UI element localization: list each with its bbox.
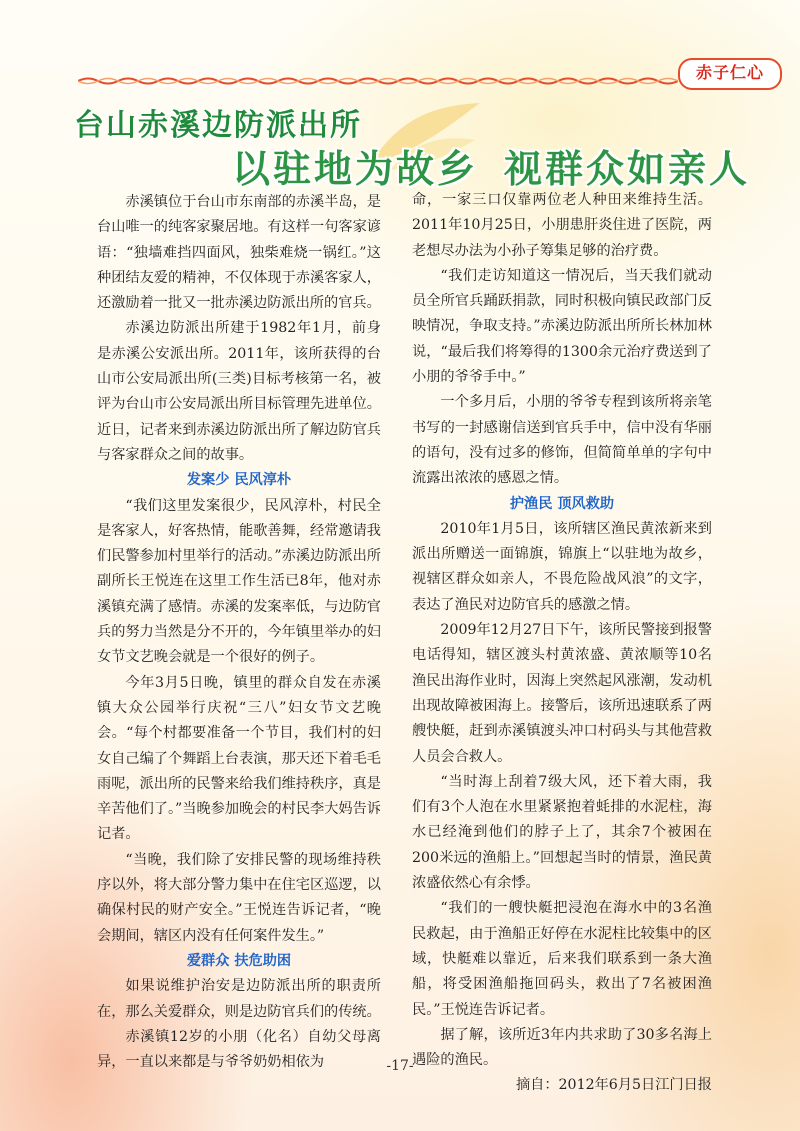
- paragraph: “我们走访知道这一情况后，当天我们就动员全所官兵踊跃捐款，同时积极向镇民政部门反映情况，争取支持。”赤溪边防派出所所长林加林说，“最后我们将筹得的1300余元治疗费送到了小朋的爷爷手中。”: [412, 267, 712, 386]
- section-heading: 发案少 民风淳朴: [186, 472, 292, 489]
- paragraph: “当晚，我们除了安排民警的现场维持秩序以外，将大部分警力集中在住宅区巡逻，以确保村民的财产安全。”王悦连告诉记者，“晚会期间，辖区内没有任何案件发生。”: [97, 851, 381, 944]
- paragraph: 2010年1月5日，该所辖区渔民黄浓新来到派出所赠送一面锦旗，锦旗上“以驻地为故乡，视辖区群众如亲人，不畏危险战风浪”的文字，表达了渔民对边防官兵的感激之情。: [412, 520, 712, 613]
- paragraph: “我们这里发案很少，民风淳朴，村民全是客家人，好客热情，能歌善舞，经常邀请我们民警参加村里举行的活动。”赤溪边防派出所副所长王悦连在这里工作生活已8年，他对赤溪镇充满了感情。赤溪的发案率低，与边防官兵的努力当然是分不开的，今年镇里举办的妇女节文艺晚会就是一个很好的例子。: [97, 497, 381, 666]
- paragraph: “我们的一艘快艇把浸泡在海水中的3名渔民救起，由于渔船正好停在水泥柱比较集中的区域，快艇难以靠近，后来我们联系到一条大渔船，将受困渔船拖回码头，救出了7名被困渔民。”王悦连告诉记者。: [412, 900, 712, 1018]
- left-column: [97, 190, 381, 1075]
- paragraph: 2009年12月27日下午，该所民警接到报警电话得知，辖区渡头村黄浓盛、黄浓顺等10名渔民出海作业时，因海上突然起风涨潮，发动机出现故障被困海上。接警后，该所迅速联系了两艘快艇，赶到赤溪镇渡头冲口村码头与其他营救人员会合救人。: [412, 622, 712, 765]
- decorative-ribbon: [78, 76, 678, 86]
- paragraph: 赤溪边防派出所建于1982年1月，前身是赤溪公安派出所。2011年，该所获得的台山市公安局派出所(三类)目标考核第一名，被评为台山市公安局派出所目标管理先进单位。近日，记者来到赤溪边防派出所了解边防官兵与客家群众之间的故事。: [97, 320, 381, 463]
- paragraph: 一个多月后，小朋的爷爷专程到该所将亲笔书写的一封感谢信送到官兵手中，信中没有华丽的语句，没有过多的修饰，但简简单单的字句中流露出浓浓的感恩之情。: [412, 394, 712, 487]
- paragraph: 命，一家三口仅靠两位老人种田来维持生活。2011年10月25日，小朋患肝炎住进了医院，两老想尽办法为小孙子筹集足够的治疗费。: [412, 192, 712, 259]
- paragraph: 据了解，该所近3年内共求助了30多名海上遇险的渔民。: [412, 1026, 712, 1069]
- paragraph: 如果说维护治安是边防派出所的职责所在，那么关爱群众，则是边防官兵们的传统。: [97, 978, 381, 1020]
- article-title-line1: 台山赤溪边防派出所: [74, 108, 362, 143]
- paragraph: “当时海上刮着7级大风，还下着大雨，我们有3个人泡在水里紧紧抱着蚝排的水泥柱，海水已经淹到他们的脖子上了，其余7个被困在200米远的渔船上。”回想起当时的情景，渔民黄浓盛依然心有余悸。: [412, 773, 712, 892]
- paragraph: 赤溪镇位于台山市东南部的赤溪半岛，是台山唯一的纯客家聚居地。有这样一句客家谚语：“独墙难挡四面风，独柴难烧一锅红。”这种团结友爱的精神，不仅体现于赤溪客家人，还激励着一批又一批赤溪边防派出所的官兵。: [97, 194, 381, 312]
- title-phrase-2: 视群众如亲人: [504, 147, 751, 191]
- source-citation: 摘自：2012年6月5日江门日报: [515, 1077, 712, 1094]
- paragraph: 今年3月5日晚，镇里的群众自发在赤溪镇大众公园举行庆祝“三八”妇女节文艺晚会。“每个村都要准备一个节目，我们村的妇女自己编了个舞蹈上台表演，那天还下着毛毛雨呢，派出所的民警来给我们维持秩序，真是辛苦他们了。”当晚参加晚会的村民李大妈告诉记者。: [97, 674, 381, 843]
- page-number: -17-: [386, 1058, 414, 1074]
- column-tag: 赤子仁心: [678, 58, 782, 90]
- paragraph: 赤溪镇12岁的小朋（化名）自幼父母离异，一直以来都是与爷爷奶奶相依为: [97, 1028, 381, 1071]
- right-column: [412, 188, 712, 1099]
- section-heading: 护渔民 顶风救助: [509, 495, 615, 512]
- title-phrase-1: 以驻地为故乡: [232, 147, 479, 191]
- section-heading: 爱群众 扶危助困: [186, 952, 292, 969]
- article-title-line2: [232, 138, 750, 193]
